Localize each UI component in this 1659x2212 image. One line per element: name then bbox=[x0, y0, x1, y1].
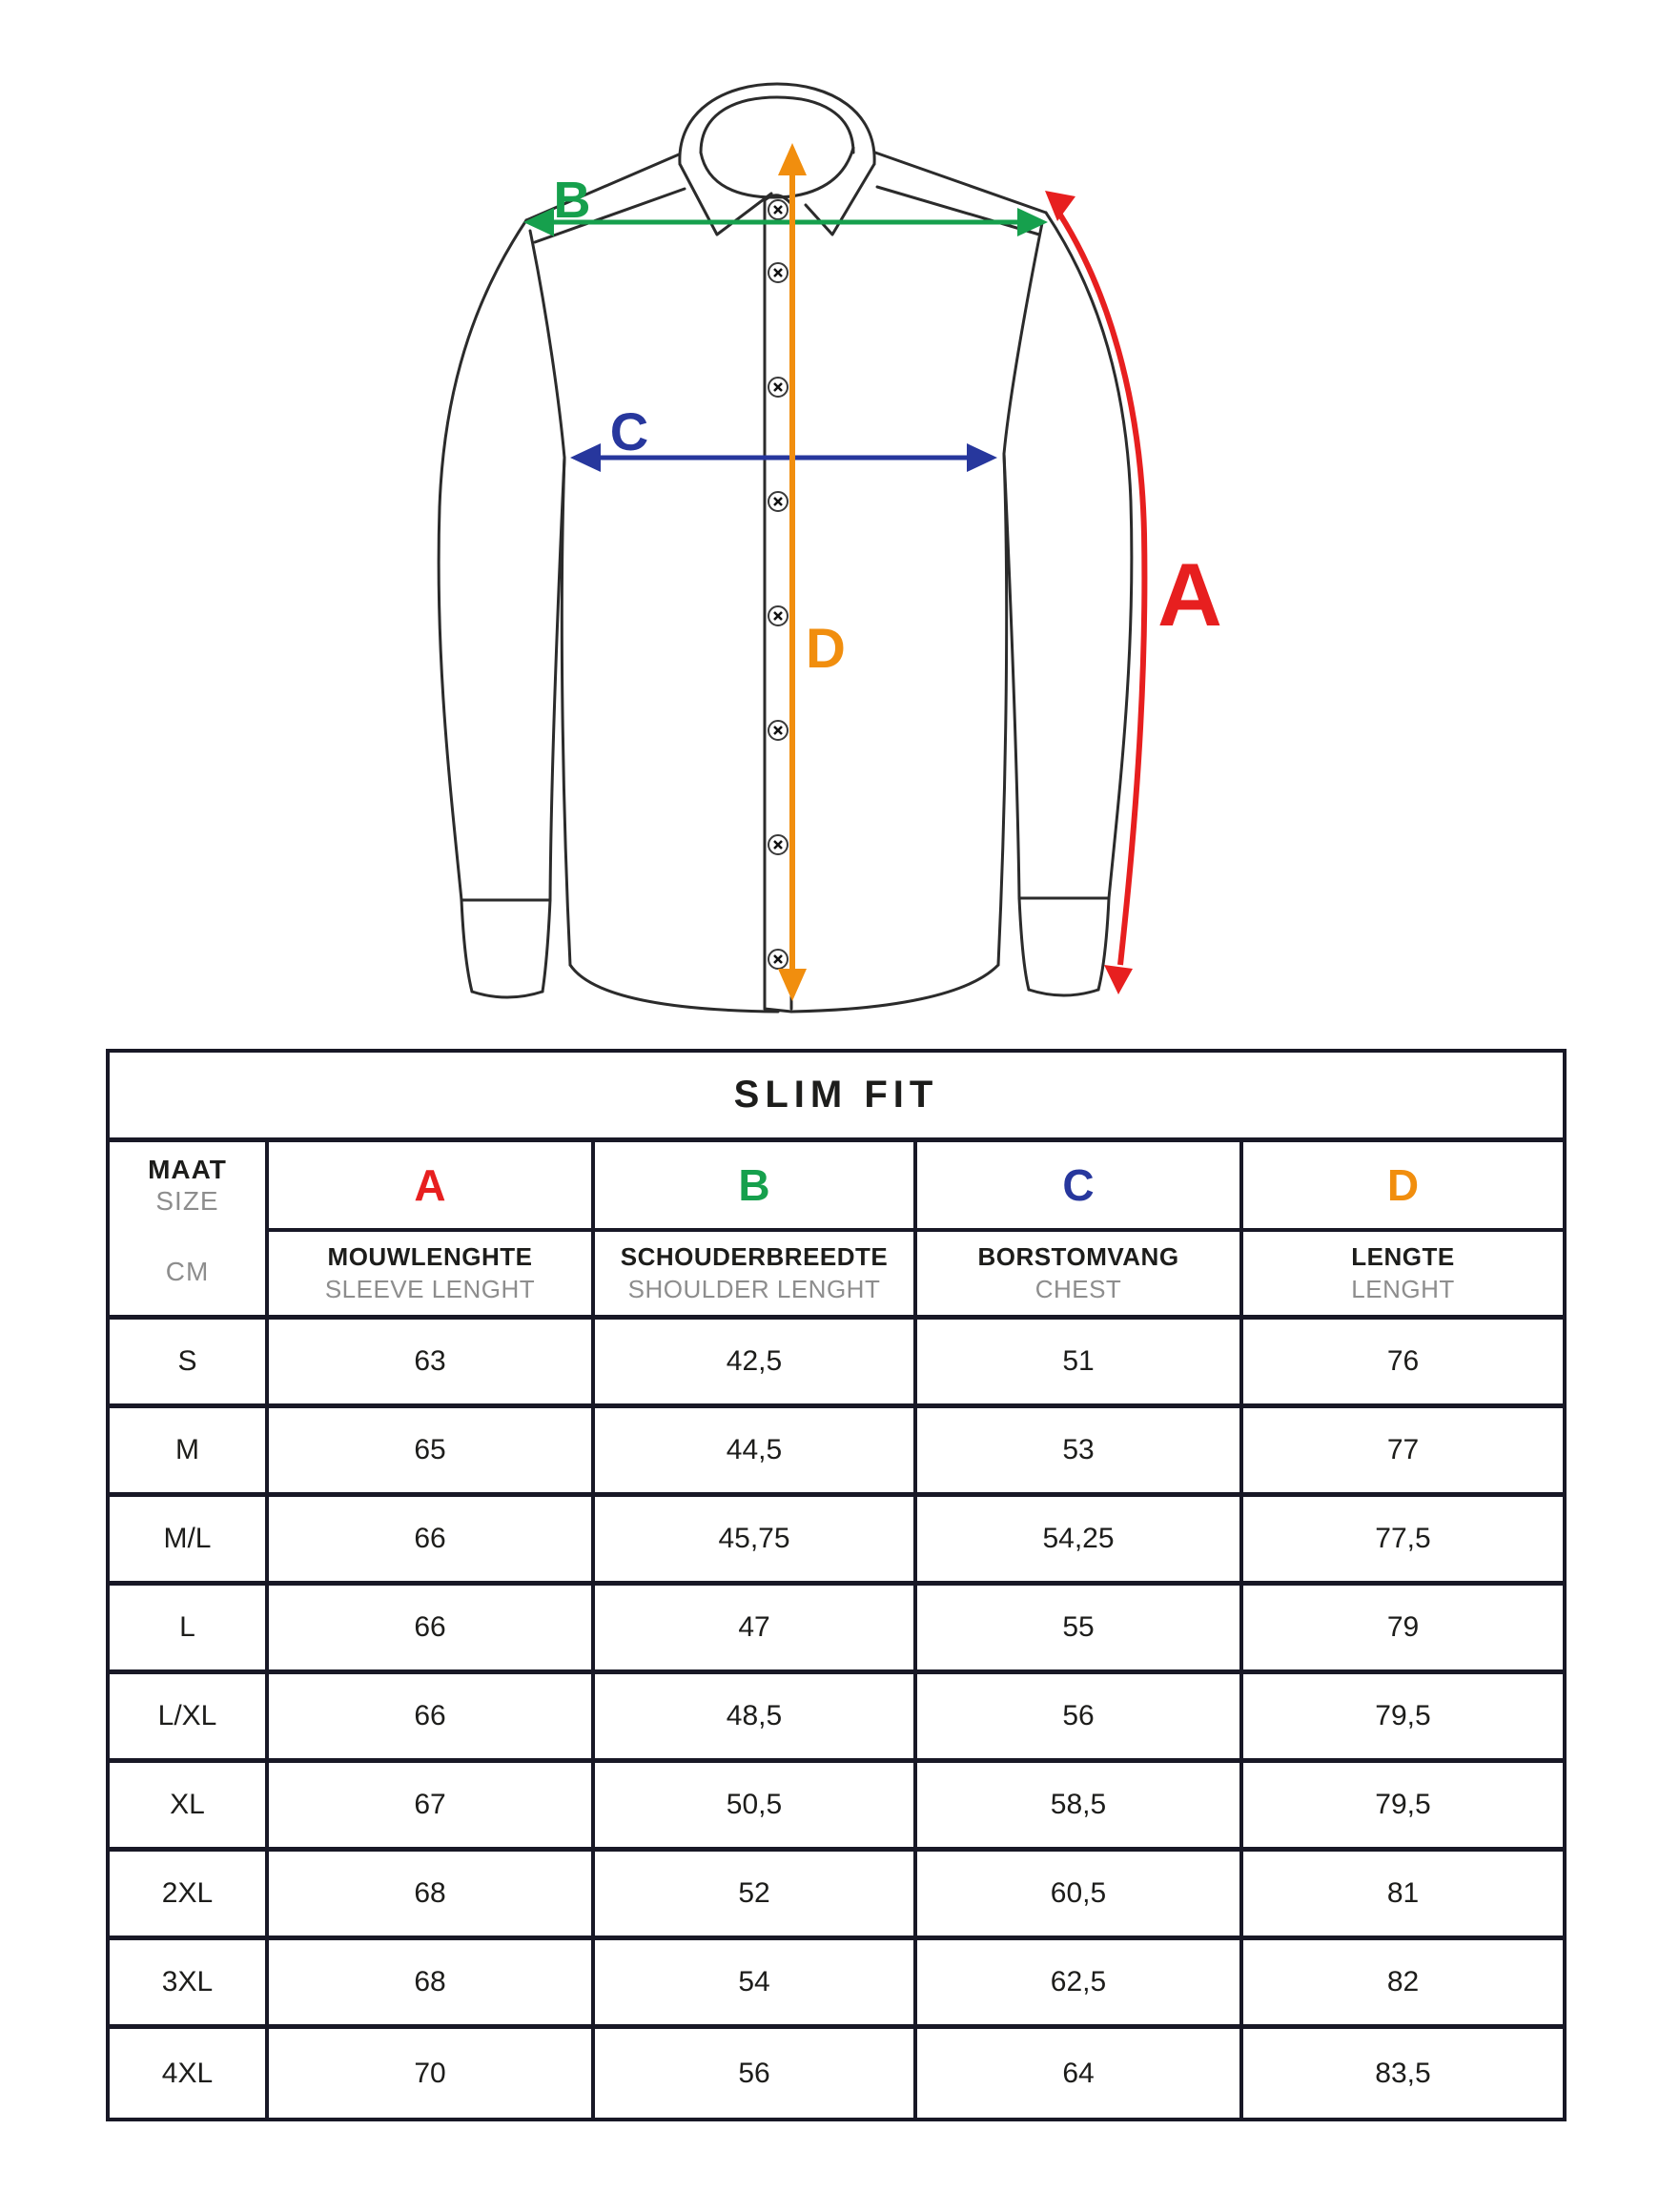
cell-value: 81 bbox=[1243, 1852, 1563, 1940]
cell-value: 77,5 bbox=[1243, 1497, 1563, 1586]
cell-value: 65 bbox=[269, 1408, 595, 1497]
row-size: M bbox=[110, 1408, 269, 1497]
measure-arrow-c bbox=[570, 401, 997, 472]
unit-header bbox=[110, 1229, 265, 1316]
cell-value: 68 bbox=[269, 1940, 595, 2029]
size-header-nl: MAAT bbox=[148, 1154, 227, 1184]
size-header bbox=[110, 1142, 265, 1229]
table-corner-cell bbox=[110, 1142, 269, 1320]
row-size: 4XL bbox=[110, 2029, 269, 2118]
cell-value: 60,5 bbox=[917, 1852, 1243, 1940]
column-header-d-en: LENGHT bbox=[1351, 1274, 1455, 1303]
cell-value: 54 bbox=[595, 1940, 917, 2029]
column-letter-c: C bbox=[917, 1142, 1243, 1232]
cell-value: 66 bbox=[269, 1586, 595, 1674]
cell-value: 44,5 bbox=[595, 1408, 917, 1497]
cell-value: 52 bbox=[595, 1852, 917, 1940]
column-header-a-en: SLEEVE LENGHT bbox=[324, 1274, 536, 1303]
cell-value: 82 bbox=[1243, 1940, 1563, 2029]
row-size: 3XL bbox=[110, 1940, 269, 2029]
size-table bbox=[106, 1049, 1567, 2121]
column-letter-d: D bbox=[1243, 1142, 1563, 1232]
cell-value: 48,5 bbox=[595, 1674, 917, 1763]
table-title: SLIM FIT bbox=[110, 1053, 1563, 1142]
column-letter-a: A bbox=[269, 1142, 595, 1232]
row-size: M/L bbox=[110, 1497, 269, 1586]
unit-label: CM bbox=[165, 1256, 210, 1286]
cell-value: 67 bbox=[269, 1763, 595, 1852]
cell-value: 79,5 bbox=[1243, 1674, 1563, 1763]
measure-label-d: D bbox=[806, 618, 846, 680]
row-size: L bbox=[110, 1586, 269, 1674]
measure-label-c: C bbox=[609, 401, 649, 461]
cell-value: 83,5 bbox=[1375, 2057, 1431, 2089]
measure-label-a: A bbox=[1157, 544, 1222, 645]
size-header-en: SIZE bbox=[155, 1186, 219, 1217]
measure-label-b: B bbox=[553, 172, 591, 229]
cell-value: 66 bbox=[269, 1497, 595, 1586]
cell-value: 45,75 bbox=[595, 1497, 917, 1586]
cell-value: 53 bbox=[917, 1408, 1243, 1497]
cell-value: 54,25 bbox=[917, 1497, 1243, 1586]
cell-value: 58,5 bbox=[917, 1763, 1243, 1852]
column-header-b bbox=[595, 1232, 917, 1320]
cell-value: 55 bbox=[917, 1586, 1243, 1674]
cell-value: 77 bbox=[1243, 1408, 1563, 1497]
cell-value: 51 bbox=[917, 1320, 1243, 1408]
column-header-b-en: SHOULDER LENGHT bbox=[627, 1274, 881, 1303]
cell-value: 50,5 bbox=[595, 1763, 917, 1852]
shirt-measurement-diagram bbox=[0, 0, 1659, 1068]
cell-value: 79,5 bbox=[1243, 1763, 1563, 1852]
column-header-a bbox=[269, 1232, 595, 1320]
cell-value: 47 bbox=[595, 1586, 917, 1674]
cell-value: 62,5 bbox=[917, 1940, 1243, 2029]
shirt-buttons bbox=[768, 200, 788, 969]
cell-value: 66 bbox=[269, 1674, 595, 1763]
row-size: S bbox=[110, 1320, 269, 1408]
column-header-c-en: CHEST bbox=[1034, 1274, 1122, 1303]
row-size: XL bbox=[110, 1763, 269, 1852]
column-header-c bbox=[917, 1232, 1243, 1320]
cell-value: 42,5 bbox=[595, 1320, 917, 1408]
cell-value: 76 bbox=[1243, 1320, 1563, 1408]
row-size: L/XL bbox=[110, 1674, 269, 1763]
cell-value: 63 bbox=[269, 1320, 595, 1408]
cell-value: 79 bbox=[1243, 1586, 1563, 1674]
measure-arrow-a bbox=[1045, 191, 1222, 994]
cell-value: 56 bbox=[917, 1674, 1243, 1763]
cell-value: 64 bbox=[917, 2029, 1243, 2118]
cell-value: 70 bbox=[269, 2029, 595, 2118]
column-header-d bbox=[1243, 1232, 1563, 1320]
row-size: 2XL bbox=[110, 1852, 269, 1940]
column-header-b-nl: SCHOUDERBREEDTE bbox=[620, 1241, 889, 1271]
cell-value: 68 bbox=[269, 1852, 595, 1940]
column-header-c-nl: BORSTOMVANG bbox=[977, 1241, 1179, 1271]
column-header-d-nl: LENGTE bbox=[1351, 1241, 1455, 1271]
cell-value: 56 bbox=[595, 2029, 917, 2118]
column-letter-b: B bbox=[595, 1142, 917, 1232]
column-header-a-nl: MOUWLENGHTE bbox=[327, 1241, 533, 1271]
